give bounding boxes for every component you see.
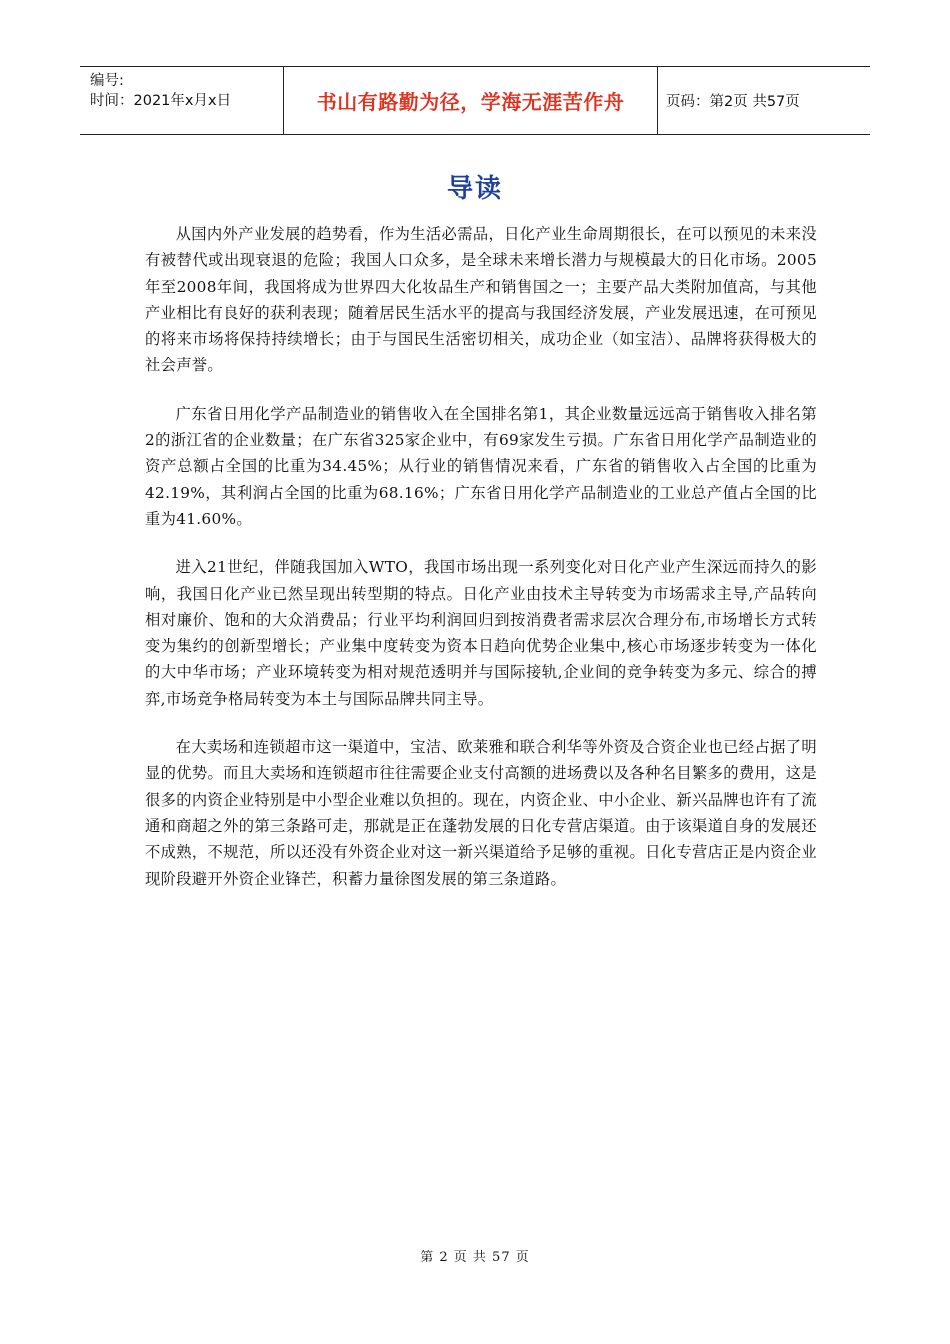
paragraph-1: 从国内外产业发展的趋势看，作为生活必需品，日化产业生命周期很长，在可以预见的未来没有被替代或出现衰退的危险；我国人口众多，是全球未来增长潜力与规模最大的日化市场。2005年至2008年间，我国将成为世界四大化妆品生产和销售国之一；主要产品大类附加值高，与其他产业相比有良好的获利表现；随着居民生活水平的提高与我国经济发展，产业发展迅速，在可预见的将来市场将保持持续增长；由于与国民生活密切相关，成功企业（如宝洁）、品牌将获得极大的社会声誉。 xyxy=(145,225,817,375)
header-motto xyxy=(283,67,658,134)
page-header xyxy=(80,66,870,135)
page-footer: 第 2 页 共 57 页 xyxy=(420,1250,530,1265)
header-page-info xyxy=(658,67,870,134)
document-body xyxy=(145,221,817,914)
motto-text: 书山有路勤为径，学海无涯苦作舟 xyxy=(316,90,625,114)
header-meta xyxy=(80,67,283,134)
paragraph-2: 广东省日用化学产品制造业的销售收入在全国排名第1，其企业数量远远高于销售收入排名第2的浙江省的企业数量；在广东省325家企业中，有69家发生亏损。广东省日用化学产品制造业的资产总额占全国的比重为34.45%；从行业的销售情况来看，广东省的销售收入占全国的比重为42.19%，其利润占全国的比重为68.16%；广东省日用化学产品制造业的工业总产值占全国的比重为41.60%。 xyxy=(145,404,817,528)
paragraph-3: 进入21世纪，伴随我国加入WTO，我国市场出现一系列变化对日化产业产生深远而持久的影响，我国日化产业已然呈现出转型期的特点。日化产业由技术主导转变为市场需求主导,产品转向相对廉价、饱和的大众消费品；行业平均利润回归到按消费者需求层次合理分布,市场增长方式转变为集约的创新型增长；产业集中度转变为资本日趋向优势企业集中,核心市场逐步转变为一体化的大中华市场；产业环境转变为相对规范透明并与国际接轨,企业间的竞争转变为多元、综合的搏弈,市场竞争格局转变为本土与国际品牌共同主导。 xyxy=(145,558,817,708)
page-title: 导读 xyxy=(446,174,503,204)
paragraph-4: 在大卖场和连锁超市这一渠道中，宝洁、欧莱雅和联合利华等外资及合资企业也已经占据了明显的优势。而且大卖场和连锁超市往往需要企业支付高额的进场费以及各种名目繁多的费用，这是很多的内资企业特别是中小型企业难以负担的。现在，内资企业、中小企业、新兴品牌也许有了流通和商超之外的第三条路可走，那就是正在蓬勃发展的日化专营店渠道。由于该渠道自身的发展还不成熟，不规范，所以还没有外资企业对这一新兴渠道给予足够的重视。日化专营店正是内资企业现阶段避开外资企业锋芒，积蓄力量徐图发展的第三条道路。 xyxy=(145,738,817,888)
document-number-label: 编号: xyxy=(90,73,124,89)
page-info-text: 页码：第2页 共57页 xyxy=(666,94,800,110)
document-time-label: 时间：2021年x月x日 xyxy=(90,93,232,109)
